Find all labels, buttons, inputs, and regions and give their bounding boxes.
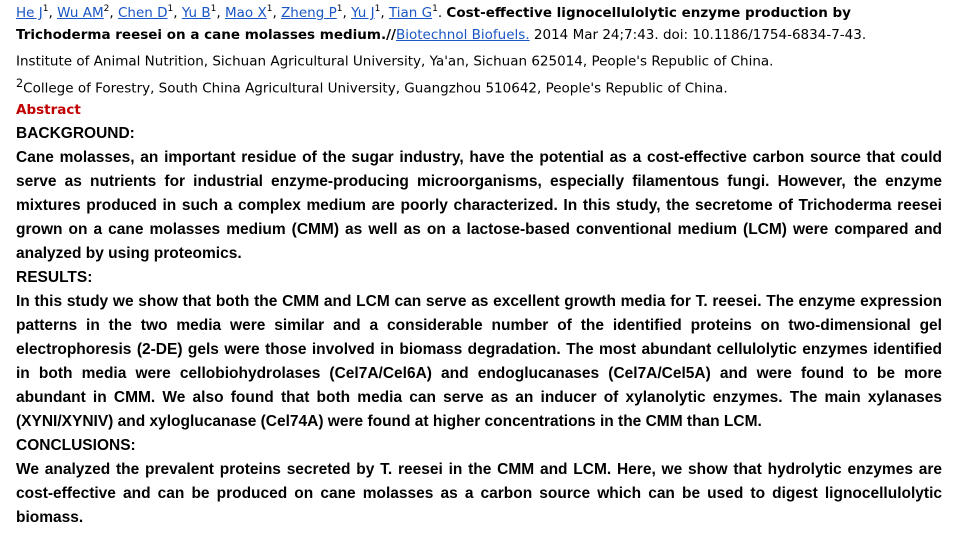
- author-link[interactable]: Zheng P: [281, 5, 337, 21]
- author-affiliation-sup: 1: [336, 4, 343, 14]
- author-separator: ,: [342, 5, 352, 21]
- author-separator: .: [437, 5, 447, 21]
- author-link[interactable]: Mao X: [225, 5, 267, 21]
- affiliation-1-text: Institute of Animal Nutrition, Sichuan Agricultural University, Ya'an, Sichuan 625014, People's Republic of China.: [16, 53, 774, 70]
- article-title-part2: Trichoderma reesei on a cane molasses medium.//: [16, 26, 396, 43]
- background-text: Cane molasses, an important residue of the sugar industry, have the potential as a cost-effective carbon source that could serve as nutrients for industrial enzyme-producing microorganisms, especially filamentous fungi. However, the enzyme mixtures produced in such a complex medium are poorly characterized. In this study, the secretome of Trichoderma reesei grown on a cane molasses medium (CMM) as well as on a lactose-based conventional medium (LCM) were compared and analyzed by using proteomics.: [16, 148, 942, 262]
- affiliation-1: [16, 46, 942, 73]
- results-heading: RESULTS:: [16, 268, 93, 286]
- author-separator: ,: [109, 5, 118, 21]
- results-text: In this study we show that both the CMM and LCM can serve as excellent growth media for T. reesei. The enzyme expression patterns in the two media were similar and a considerable number of the identified proteins on two-dimensional gel electrophoresis (2-DE) gels were those involved in biomass degradation. The most abundant cellulolytic enzymes identified in both media were cellobiohydrolases (Cel7A/Cel6A) and endoglucanases (Cel7A/Cel5A) and were found to be more abundant in CMM. We also found that both media can serve as an inducer of xylanolytic enzymes. The main xylanases (XYNI/XYNIV) and xyloglucanase (Cel74A) were found at higher concentrations in the CMM than LCM.: [16, 292, 942, 430]
- author-affiliation-sup: 1: [266, 4, 273, 14]
- author-affiliation-sup: 1: [210, 4, 217, 14]
- author-affiliation-sup: 1: [167, 4, 174, 14]
- conclusions-text: We analyzed the prevalent proteins secreted by T. reesei in the CMM and LCM. Here, we show that hydrolytic enzymes are cost-effective and can be produced on cane molasses as a carbon source which can be used to digest lignocellulolytic biomass.: [16, 460, 942, 526]
- author-link[interactable]: Tian G: [388, 5, 433, 21]
- article-title-part1: Cost-effective lignocellulolytic enzyme production by: [446, 5, 851, 21]
- author-link[interactable]: Yu B: [181, 5, 211, 21]
- author-separator: ,: [48, 5, 58, 21]
- affiliation-2: [16, 73, 942, 100]
- author-link[interactable]: He J: [16, 5, 43, 21]
- author-separator: ,: [216, 5, 225, 21]
- affiliation-2-sup: 2: [16, 77, 24, 90]
- conclusions-heading: CONCLUSIONS:: [16, 436, 136, 454]
- author-affiliation-sup: 1: [374, 4, 381, 14]
- abstract-body: [16, 122, 942, 530]
- author-affiliation-sup: 1: [432, 4, 438, 14]
- background-heading: BACKGROUND:: [16, 124, 135, 142]
- author-link[interactable]: Chen D: [118, 5, 168, 21]
- journal-link[interactable]: Biotechnol Biofuels.: [395, 26, 530, 43]
- abstract-label: Abstract: [16, 102, 81, 118]
- author-separator: ,: [173, 5, 182, 21]
- author-affiliation-sup: 2: [103, 4, 110, 14]
- citation: [16, 3, 942, 46]
- author-link[interactable]: Wu AM: [57, 5, 104, 21]
- affiliation-2-text: College of Forestry, South China Agricultural University, Guangzhou 510642, People's Republic of China.: [23, 80, 728, 97]
- author-link[interactable]: Yu J: [351, 5, 375, 21]
- citation-details: 2014 Mar 24;7:43. doi: 10.1186/1754-6834-7-43.: [529, 26, 867, 43]
- author-list: [16, 5, 446, 21]
- author-separator: ,: [380, 5, 389, 21]
- author-affiliation-sup: 1: [42, 4, 49, 14]
- author-separator: ,: [272, 5, 282, 21]
